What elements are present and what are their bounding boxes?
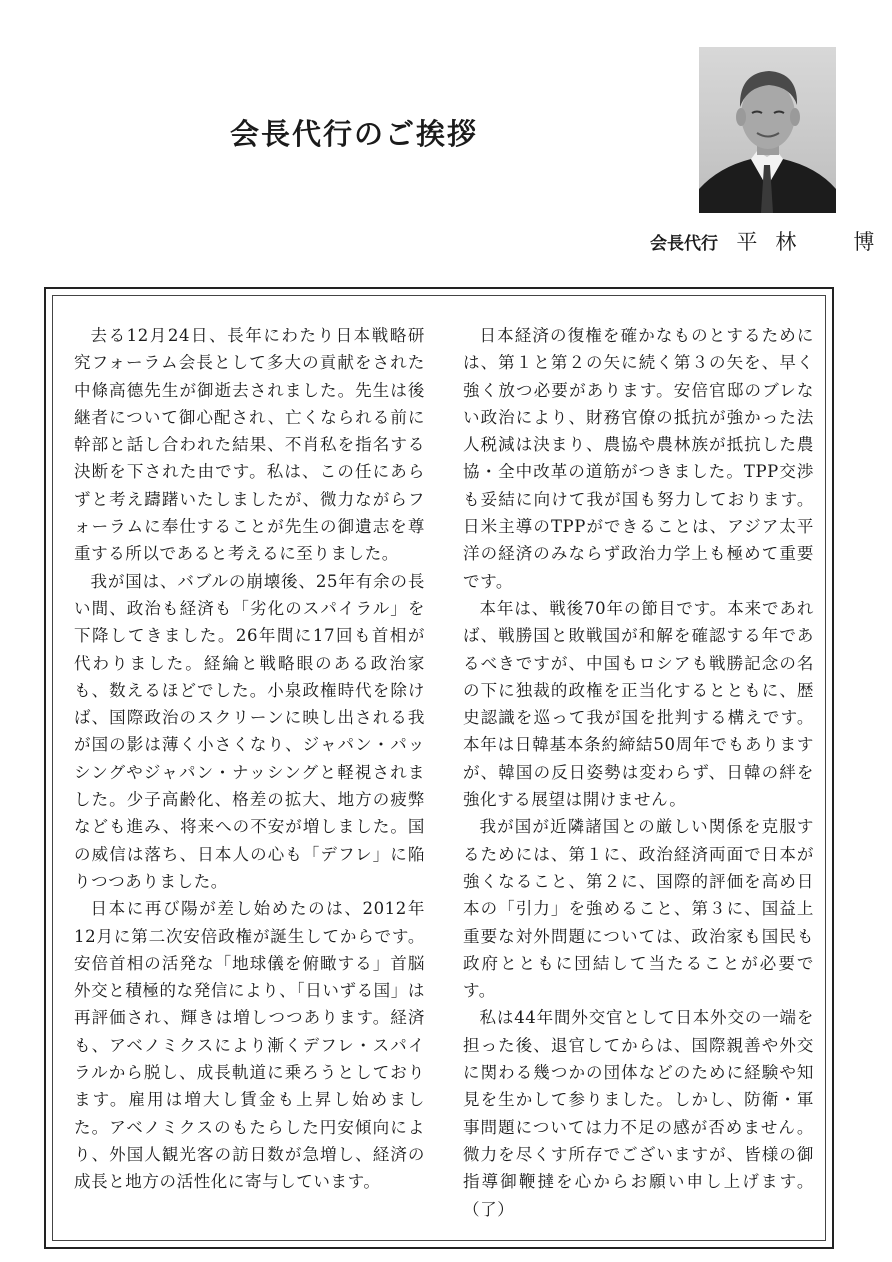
signature	[650, 226, 892, 256]
paragraph: 日本経済の復権を確かなものとするためには、第１と第２の矢に続く第３の矢を、早く強く放つ必要があります。安倍官邸のブレない政治により、財務官僚の抵抗が強かった法人税減は決まり、農協や農林族が抵抗した農協・全中改革の道筋がつきました。TPP交渉も妥結に向けて我が国も努力しております。日米主導のTPPができることは、アジア太平洋の経済のみならず政治力学上も極めて重要です。	[463, 326, 814, 591]
article-inner-frame	[52, 295, 826, 1241]
article-frame	[44, 287, 834, 1249]
paragraph: 日本に再び陽が差し始めたのは、2012年12月に第二次安倍政権が誕生してからです。安倍首相の活発な「地球儀を俯瞰する」首脳外交と積極的な発信により、「日いずる国」は再評価され、輝きは増しつつあります。経済も、アベノミクスにより漸くデフレ・スパイラルから脱し、成長軌道に乗ろうとしております。雇用は増大し賃金も上昇し始めました。アベノミクスのもたらした円安傾向により、外国人観光客の訪日数が急増し、経済の成長と地方の活性化に寄与しています。	[74, 899, 425, 1192]
signature-role: 会長代行	[650, 234, 718, 254]
page-title: 会長代行のご挨拶	[230, 117, 479, 151]
portrait-photo	[699, 47, 836, 213]
paragraph: 去る12月24日、長年にわたり日本戦略研究フォーラム会長として多大の貢献をされた中條高德先生が御逝去されました。先生は後継者について御心配され、亡くなられる前に幹部と話し合われた結果、不肖私を指名する決断を下された由です。私は、この任にあらずと考え躊躇いたしましたが、微力ながらフォーラムに奉仕することが先生の御遺志を尊重する所以であると考えるに至りました。	[74, 326, 425, 564]
right-column	[463, 322, 814, 1223]
left-column	[74, 322, 425, 1196]
paragraph: 本年は、戦後70年の節目です。本来であれば、戦勝国と敗戦国が和解を確認する年であるべきですが、中国もロシアも戦勝記念の名の下に独裁的政権を正当化するとともに、歴史認識を巡って我が国を批判する構えです。本年は日韓基本条約締結50周年でもありますが、韓国の反日姿勢は変わらず、日韓の絆を強化する展望は開けません。	[463, 598, 814, 810]
signature-name: 平林 博	[736, 230, 892, 254]
paragraph: 私は44年間外交官として日本外交の一端を担った後、退官してからは、国際親善や外交に関わる幾つかの団体などのために経験や知見を生かして参りました。しかし、防衛・軍事問題については力不足の感が否めません。微力を尽くす所存でございますが、皆様の御指導御鞭撻を心からお願い申し上げます。（了）	[463, 1008, 814, 1219]
paragraph: 我が国は、バブルの崩壊後、25年有余の長い間、政治も経済も「劣化のスパイラル」を下降してきました。26年間に17回も首相が代わりました。経綸と戦略眼のある政治家も、数えるほどでした。小泉政権時代を除けば、国際政治のスクリーンに映し出される我が国の影は薄く小さくなり、ジャパン・パッシングやジャパン・ナッシングと軽視されました。少子高齢化、格差の拡大、地方の疲弊なども進み、将来への不安が増しました。国の威信は落ち、日本人の心も「デフレ」に陥りつつありました。	[74, 571, 425, 891]
paragraph: 我が国が近隣諸国との厳しい関係を克服するためには、第１に、政治経済両面で日本が強くなること、第２に、国際的評価を高め日本の「引力」を強めること、第３に、国益上重要な対外問題については、政治家も国民も政府とともに団結して当たることが必要です。	[463, 817, 814, 1001]
